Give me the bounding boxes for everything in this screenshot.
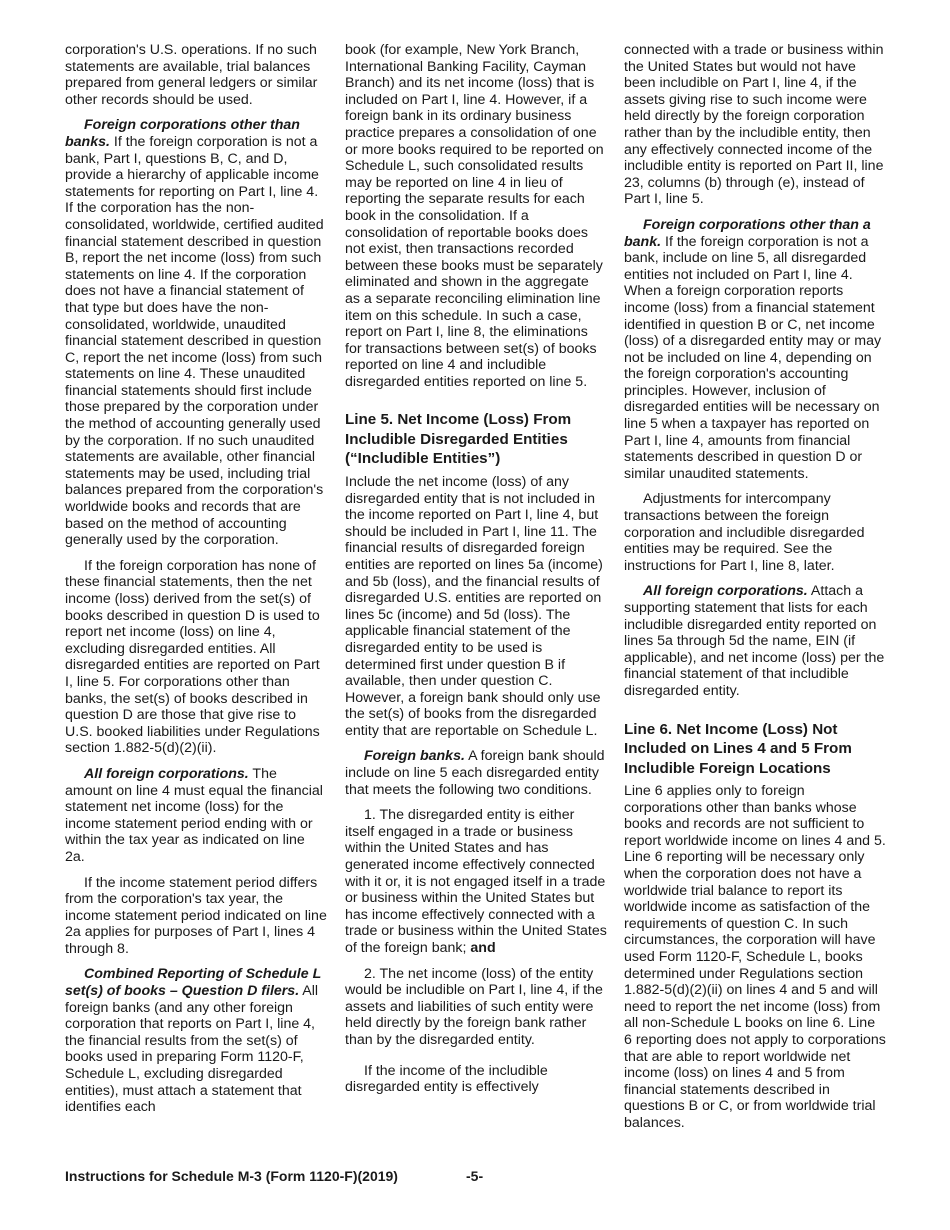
paragraph: Foreign corporations other than banks. If the foreign corporation is not a bank, Part I, questions B, C, and D, provide a hierarchy of applicable income statements for reporting on Part I, line 4. If the corporation has the non-consolidated, worldwide, certified audited financial statement described in question B, report the net income (loss) from such statements on line 4. If the corporation does not have a financial statement of that type but does have the non-consolidated, worldwide, unaudited financial statement described in question C, report the net income (loss) from such statements on line 4. These unaudited financial statements should first include those prepared by the corporation under the method of accounting generally used by the corporation. If no such unaudited statements are available, other financial statements may be used, including trial balances prepared from the corporation's worldwide books and records that are based on the method of accounting generally used by the corporation. [65, 117, 324, 549]
paragraph: If the foreign corporation has none of these financial statements, then the net income (loss) derived from the set(s) of books described in question D is used to report net income (loss) on line 4, excluding disregarded entities. All disregarded entities are reported on Part I, line 5. For corporations other than banks, the set(s) of books described in question D are those that give rise to U.S. booked liabilities under Regulations section 1.882-5(d)(2)(ii). [65, 557, 320, 757]
paragraph: connected with a trade or business within the United States but would not have been includible on Part I, line 4, if the assets giving rise to such income were held directly by the foreign corporation rather than by the includible entity, then any effectively connected income of the includible entity is reported on Part II, line 23, columns (b) through (e), instead of Part I, line 5. [624, 42, 884, 208]
run-in-heading: All foreign corporations. [643, 583, 808, 600]
list-item: 1. The disregarded entity is either itself engaged in a trade or business within the United States and has generated income effectively connected with it or, it is not engaged itself in a trade or business within the United States but has income effectively connected with a trade or business within the United States of the foreign bank; and [345, 807, 607, 956]
paragraph: corporation's U.S. operations. If no such statements are available, trial balances prepared from general ledgers or similar other records should be used. [65, 42, 318, 108]
run-in-heading: Foreign corporations other than a bank. [624, 216, 871, 250]
paragraph: All foreign corporations. Attach a supporting statement that lists for each includible disregarded entity reported on lines 5a through 5d the name, EIN (if applicable), and net income (loss) per the financial statement of that includible disregarded entity. [624, 583, 885, 699]
page-footer [65, 1168, 885, 1184]
paragraph: Foreign banks. A foreign bank should include on line 5 each disregarded entity that meets the following two conditions. [345, 748, 605, 798]
column-1 [65, 42, 327, 1125]
run-in-heading: All foreign corporations. [84, 765, 249, 782]
footer-title: Instructions for Schedule M-3 (Form 1120-F)(2019) [65, 1168, 398, 1184]
run-in-heading: Foreign corporations other than banks. [65, 117, 300, 150]
paragraph: If the income of the includible disregarded entity is effectively [345, 1062, 548, 1096]
paragraph: Include the net income (loss) of any disregarded entity that is not included in the income reported on Part I, line 4, but should be included in Part I, line 11. The financial results of disregarded foreign entities are reported on lines 5a (income) and 5b (loss), and the financial results of disregarded U.S. entities are reported on lines 5c (income) and 5d (loss). The applicable financial statement of the disregarded entity to be used is determined first under question B if available, then under question C. However, a foreign bank should only use the set(s) of books from the disregarded entity that are reportable on Schedule L. [345, 473, 603, 739]
paragraph: book (for example, New York Branch, International Banking Facility, Cayman Branch) and its net income (loss) that is included on Part I, line 4. However, if a foreign bank in its ordinary business practice prepares a consolidation of one or more books required to be reported on Schedule L, such consolidated results may be reported on line 4 in lieu of reporting the separate results for each book in the consolidation. If a consolidation of reportable books does not exist, then transactions recorded between these books must be separately eliminated and shown in the aggregate as a separate reconciling elimination line item on this schedule. In such a case, report on Part I, line 8, the eliminations for transactions between set(s) of books reported on line 4 and includible disregarded entities reported on line 5. [345, 42, 604, 390]
paragraph: Line 6 applies only to foreign corporations other than banks whose books and records are not sufficient to report worldwide income on lines 4 and 5. Line 6 reporting will be necessary only when the corporation does not have a worldwide trial balance to report its worldwide income as satisfaction of the requirements of question C. In such circumstances, the corporation will have used Form 1120-F, Schedule L, books determined under Regulations section 1.882-5(d)(2)(ii) on lines 4 and 5 and will need to report the net income (loss) from all non-Schedule L books on line 6. Line 6 reporting does not apply to corporations that are able to report worldwide net income (loss) on lines 4 and 5 from financial statements described in questions B or C, or from worldwide trial balances. [624, 783, 886, 1131]
run-in-heading: Foreign banks. [364, 748, 465, 765]
paragraph: Foreign corporations other than a bank. If the foreign corporation is not a bank, include on line 5, all disregarded entities not included on Part I, line 4. When a foreign corporation reports income (loss) from a financial statement identified in question B or C, net income (loss) of a disregarded entity may or may not be included on line 4, depending on the foreign corporation's accounting principles. However, inclusion of disregarded entities will be necessary on line 5 when a taxpayer has reported on Part I, line 4, amounts from financial statements described in question D or similar unaudited statements. [624, 216, 882, 482]
section-heading-line-5: Line 5. Net Income (Loss) From Includible Disregarded Entities (“Includible Entities”) [345, 411, 572, 468]
column-3 [624, 42, 886, 1141]
run-in-heading: Combined Reporting of Schedule L set(s) of books – Question D filers. [65, 966, 321, 1000]
paragraph: Combined Reporting of Schedule L set(s) of books – Question D filers. All foreign banks (and any other foreign corporation that reports on Part I, line 4, the financial results from the set(s) of books used in preparing Form 1120-F, Schedule L, excluding disregarded entities), must attach a statement that identifies each [65, 966, 321, 1116]
paragraph: All foreign corporations. The amount on line 4 must equal the financial statement net income (loss) for the income statement period ending with or within the tax year as indicated on line 2a. [65, 765, 323, 865]
list-item: 2. The net income (loss) of the entity would be includible on Part I, line 4, if the assets and liabilities of such entity were held directly by the foreign bank rather than by the disregarded entity. [345, 965, 603, 1048]
section-heading-line-6: Line 6. Net Income (Loss) Not Included on Lines 4 and 5 From Includible Foreign Locations [624, 720, 852, 777]
column-2 [345, 42, 607, 1105]
page-number: -5- [466, 1168, 484, 1184]
paragraph: If the income statement period differs from the corporation's tax year, the income statement period indicated on line 2a applies for purposes of Part I, lines 4 through 8. [65, 874, 327, 957]
paragraph: Adjustments for intercompany transactions between the foreign corporation and includible disregarded entities may be required. See the instructions for Part I, line 8, later. [624, 491, 865, 574]
